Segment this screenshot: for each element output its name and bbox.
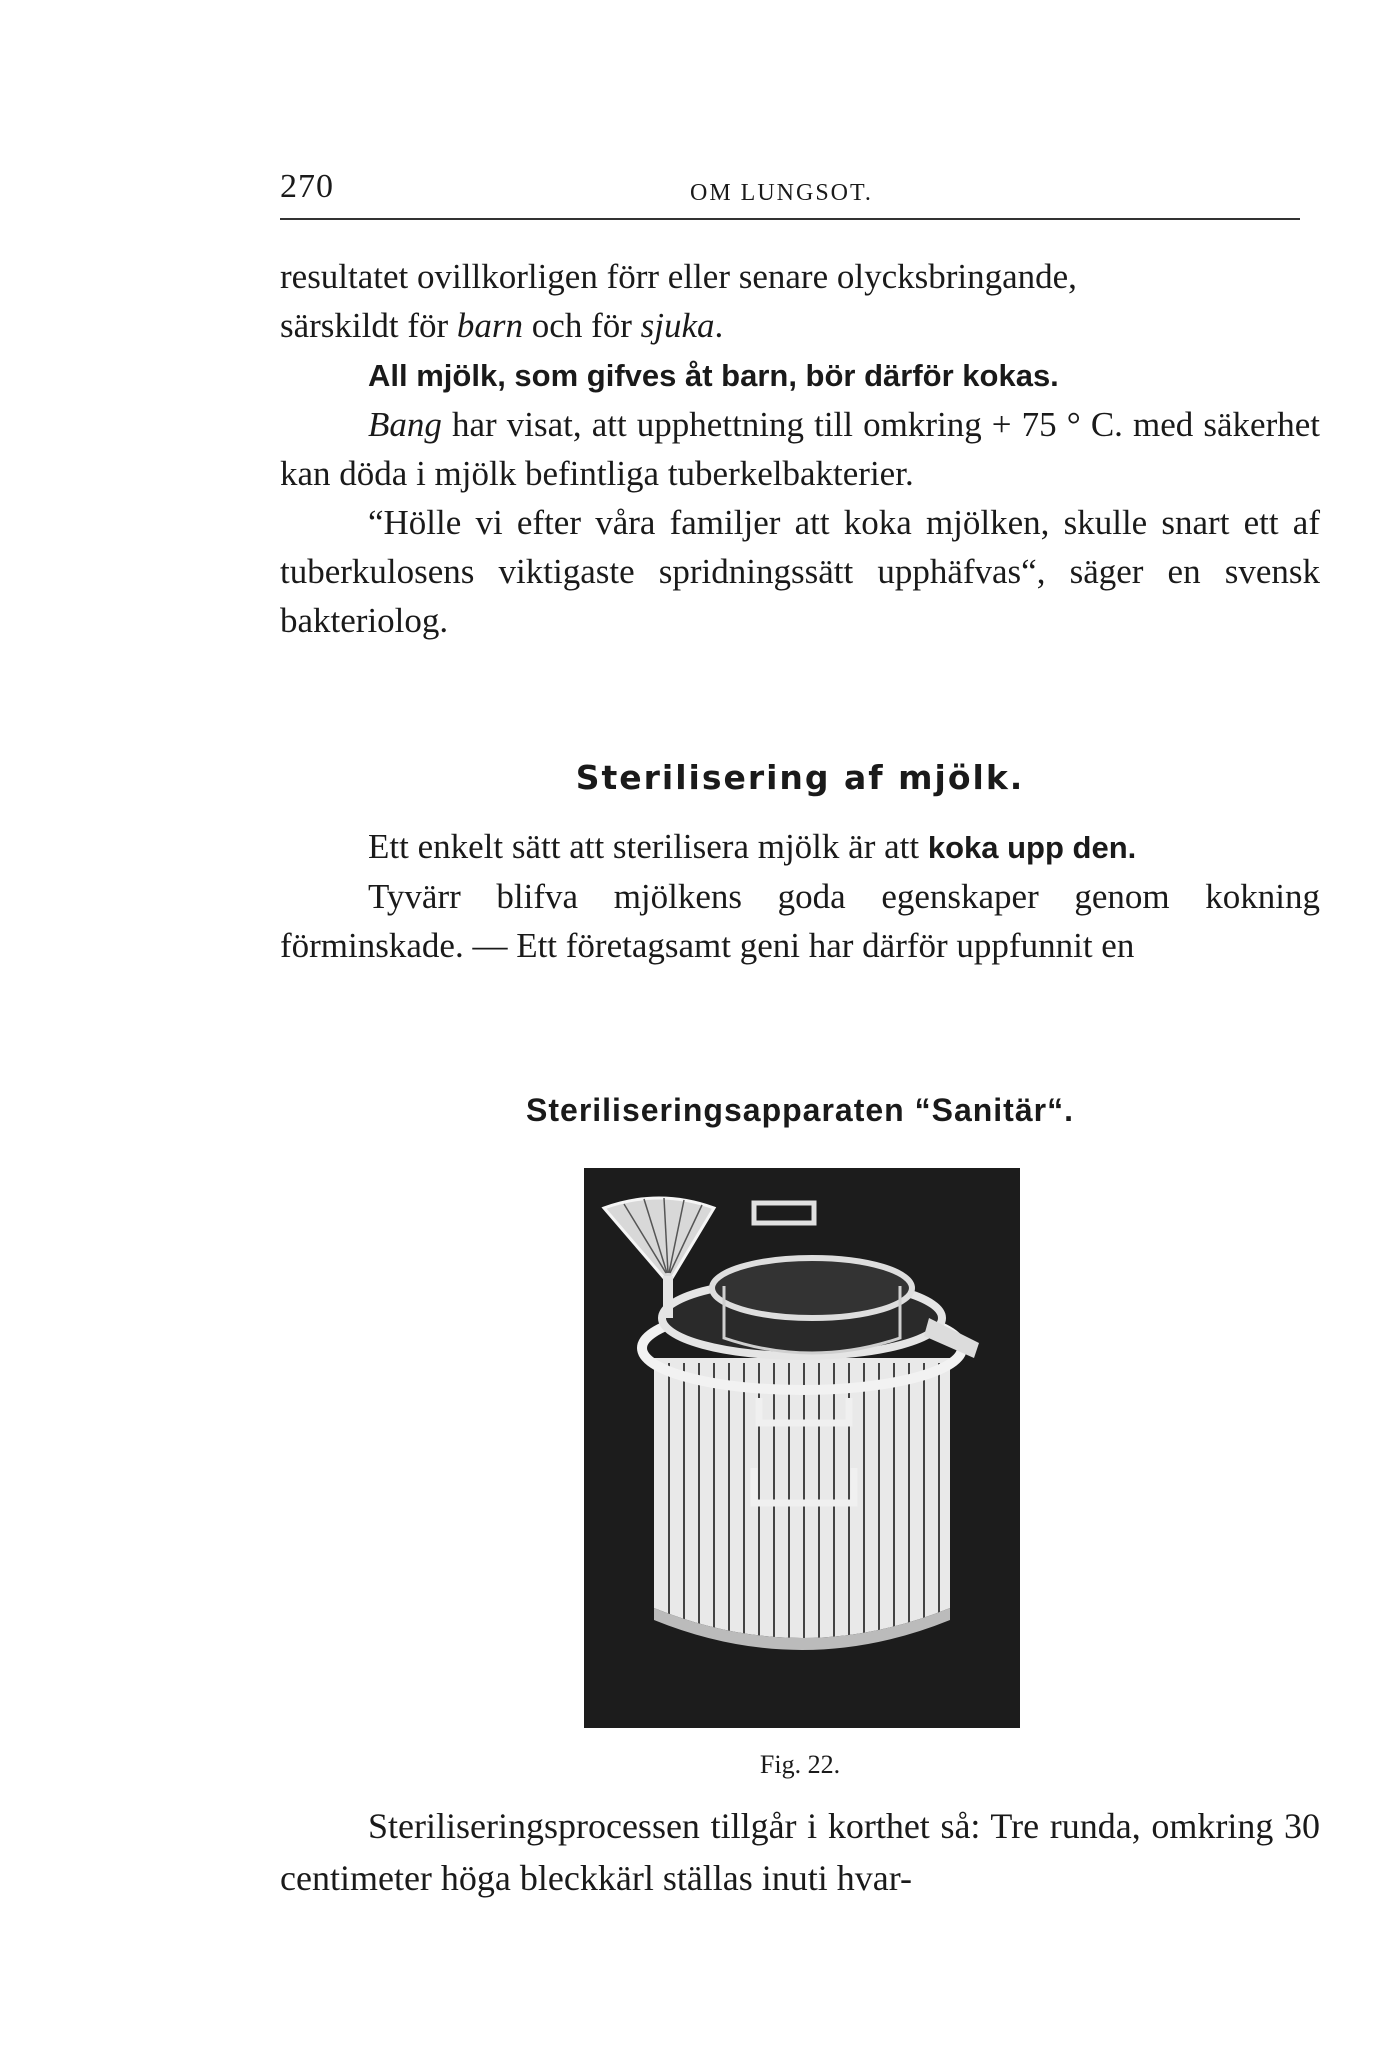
- apparatus-drawing: [584, 1168, 1020, 1728]
- paragraph-tyvarr: [280, 872, 1320, 970]
- figure-caption: Fig. 22.: [759, 1750, 841, 1779]
- text-run: och för: [523, 306, 641, 345]
- italic-word-sjuka: sjuka: [640, 306, 715, 345]
- paragraph-process: [280, 1800, 1320, 1904]
- bold-statement: [280, 350, 1320, 400]
- running-title: OM LUNGSOT.: [690, 180, 873, 206]
- paragraph-text: Tyvärr blifva mjölkens goda egenskaper genom kokning förminskade. — Ett företagsamt geni har därför uppfunnit en: [280, 877, 1320, 965]
- paragraph-text: har visat, att upphettning till omkring + 75 ° C. med säkerhet kan döda i mjölk befintliga tuberkelbakterier.: [280, 405, 1320, 493]
- paragraph-bang: [280, 400, 1320, 498]
- paragraph-line: resultatet ovillkorligen förr eller senare olycksbringande,: [280, 257, 1077, 296]
- sterilizing-apparatus-illustration: [584, 1168, 1020, 1728]
- text-run: .: [714, 306, 724, 345]
- italic-word-barn: barn: [456, 306, 524, 345]
- apparatus-heading: Steriliseringsapparaten “Sanitär“.: [526, 1092, 1074, 1128]
- paragraph-text: “Hölle vi efter våra familjer att koka mjölken, skulle snart ett af tuberkulosens viktigaste spridningssätt upphäfvas“, säger en svensk bakteriolog.: [280, 503, 1320, 640]
- body-text-middle: [280, 822, 1320, 970]
- paragraph-koka: [280, 822, 1320, 872]
- page-number: 270: [280, 168, 334, 205]
- paragraph-continuation: [280, 252, 1320, 350]
- section-heading: Sterilisering af mjölk.: [575, 758, 1025, 797]
- running-head: [280, 168, 1300, 220]
- bold-statement-text: All mjölk, som gifves åt barn, bör därför kokas.: [368, 358, 1059, 393]
- italic-name-bang: Bang: [368, 405, 442, 444]
- paragraph-text: Ett enkelt sätt att sterilisera mjölk är att: [368, 827, 928, 866]
- bold-koka-upp: koka upp den.: [927, 830, 1137, 865]
- text-run: särskildt för: [280, 306, 457, 345]
- paragraph-text: Steriliseringsprocessen tillgår i korthet så: Tre runda, omkring 30 centimeter höga bleckkärl ställas inuti hvar-: [280, 1806, 1320, 1898]
- body-text-bottom: [280, 1800, 1320, 1904]
- body-text-top: [280, 252, 1320, 645]
- paragraph-quote: [280, 498, 1320, 645]
